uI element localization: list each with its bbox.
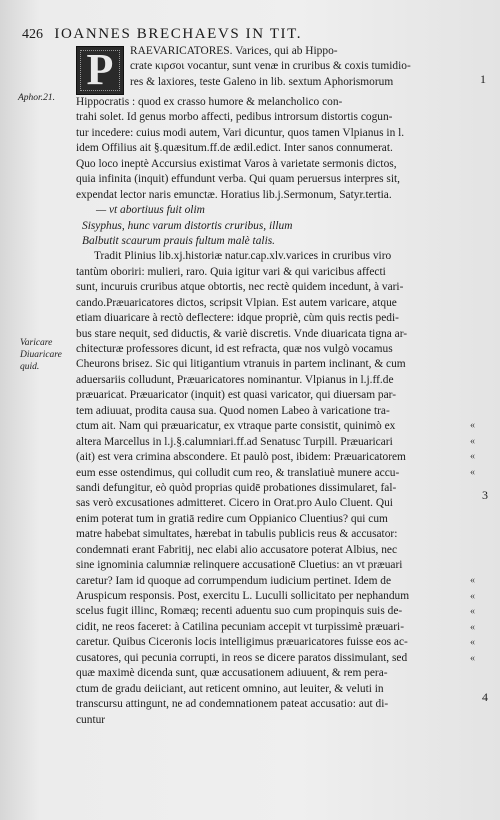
text-line: eum esse ostendimus, qui colludit cum reo, & translatiuè munere accu- xyxy=(76,466,400,479)
text-line: expendat lector naris emunctæ. Horatius lib.j.Sermonum, Satyr.tertia. xyxy=(76,188,392,201)
text-line: RAEVARICATORES. Varices, qui ab Hippo- xyxy=(130,45,338,57)
citation-mark: « xyxy=(470,606,475,617)
citation-mark: « xyxy=(470,591,475,602)
citation-mark: « xyxy=(470,622,475,633)
text-line: præuaricat. Præuaricator (inquit) est quasi varicator, qui diuersam par- xyxy=(76,389,397,402)
text-line: transcursu attingunt, ne ad condemnationem pateat accusatio: aut di- xyxy=(76,698,389,711)
text-line: quæ maximè dicenda sunt, quæ accusationem adiuuent, & rem pera- xyxy=(76,667,388,680)
text-line: scelus fugit illinc, Romæq; recenti aduentu suo cum propinquis suis de- xyxy=(76,605,403,618)
text-line: caretur? Iam id quoque ad corrumpendum iudicium pertinet. Idem de xyxy=(76,574,392,587)
text-line: quia infinita (inquit) effundunt verba. Qui quam peruersus interpres sit, xyxy=(76,173,401,186)
running-title: IOANNES BRECHAEVS IN TIT. xyxy=(54,26,303,42)
page-number: 426 xyxy=(22,27,43,42)
text-line: Tradit Plinius lib.xj.historiæ natur.cap.xlv.varices in cruribus viro xyxy=(94,250,392,263)
text-line: crate κιρσοι vocantur, sunt venæ in cruribus & coxis tumidio- xyxy=(130,60,411,73)
margin-note-diuaricare: Diuaricare xyxy=(20,350,62,360)
text-line: chitecturæ professores dicunt, id est refracta, quæ nos vulgò vocamus xyxy=(76,343,393,355)
verse-line: — vt abortiuus fuit olim xyxy=(96,204,205,217)
text-line: enim poterat tum in gratiā redire cum Oppianico Cluentius? qui cum xyxy=(76,512,388,525)
text-line: condemnati erant Fabritij, nec elabi alio accusatore poterat Albius, nec xyxy=(76,543,398,556)
text-line: matre habebat simultates, hærebat in tabulis publicis reus & accusator: xyxy=(76,528,398,541)
citation-mark: « xyxy=(470,575,475,586)
text-line: res & laxiores, teste Galeno in lib. sextum Aphorismorum xyxy=(130,75,394,88)
text-line: aduersariis colludunt, Præuaricatores nominantur. Vlpianus in l.j.ff.de xyxy=(76,373,394,386)
margin-note-aphorism: Aphor.21. xyxy=(18,93,55,103)
text-line: altera Marcellus in l.j.§.calumniari.ff.ad Senatusc Turpill. Præuaricari xyxy=(76,435,393,448)
margin-number: 4 xyxy=(482,690,488,704)
text-line: Cheurons brisez. Sic qui litigantium vtranuis in partem inclinant, & cum xyxy=(76,358,406,371)
text-line: cuntur xyxy=(76,713,106,726)
text-line: (ait) est vera crimina abscondere. Et paulò post, ibidem: Præuaricatorem xyxy=(76,451,406,464)
text-line: Quo loco ineptè Accursius existimat Varos à varietate sermonis dictos, xyxy=(76,157,397,170)
text-line: idem Offilius ait §.quæsitum.ff.de ædil.edict. Inter sanos connumerat. xyxy=(76,142,393,155)
text-line: tem adiuuat, prodita causa sua. Quod nomen Labeo à varicatione tra- xyxy=(76,404,390,417)
verse-quotation xyxy=(76,203,476,249)
text-line: cando.Præuaricatores dictos, scripsit Vlpian. Est autem varicare, atque xyxy=(76,296,397,309)
margin-number: 3 xyxy=(482,488,488,502)
citation-mark: « xyxy=(470,420,475,431)
text-line: caretur. Quibus Ciceronis locis intelligimus præuaricatores fuisse eos ac- xyxy=(76,636,408,649)
citation-mark: « xyxy=(470,467,475,478)
text-line: ctum de gradu deiiciant, aut reticent omnino, aut leuiter, & veluti in xyxy=(76,682,384,695)
verse-line: Sisyphus, hunc varum distortis cruribus, illum xyxy=(82,219,293,232)
text-line: sine ignominia calumniæ relinquere accusationē Cluetius: an vt præuari xyxy=(76,559,403,572)
citation-mark: « xyxy=(470,653,475,664)
paragraph-two xyxy=(76,249,476,728)
text-line: cusatores, qui pecunia corrupti, in reos se dicere paratos dissimulant, sed xyxy=(76,651,408,664)
citation-mark: « xyxy=(470,436,475,447)
text-line: sandi defungitur, eò quòd proprias quidē probationes dissimularet, fal- xyxy=(76,481,397,494)
verse-line: Balbutit scaurum prauis fultum malè talis. xyxy=(82,234,276,247)
text-line: sunt, incuruis cruribus atque obtortis, nec rectè quidem incedunt, à vari- xyxy=(76,281,404,294)
citation-mark: « xyxy=(470,451,475,462)
margin-note-varicare: Varicare xyxy=(20,338,53,348)
text-line: etiam diuaricare à rectò deflectere: idque propriè, cùm quis rectis pedi- xyxy=(76,312,399,325)
citation-mark: « xyxy=(470,637,475,648)
text-line: ctum ait. Nam qui præuaricatur, ex vtraque parte consistit, quinimò ex xyxy=(76,420,396,433)
text-line: tur incedere: cuius modi autem, Vari dicuntur, quos tamen Vlpianus in l. xyxy=(76,126,405,139)
margin-note-quid: quid. xyxy=(20,362,40,372)
text-line: tantùm oboriri: mulieri, raro. Quia igitur vari & qui varicibus affecti xyxy=(76,265,386,278)
drop-cap-initial: P xyxy=(76,46,124,95)
text-line: Hippocratis : quod ex crasso humore & melancholico con- xyxy=(76,96,343,108)
body-text xyxy=(76,44,476,728)
paragraph-one xyxy=(76,95,476,203)
text-line: sas verò excusationes admitteret. Cicero in Orat.pro Aulo Cluent. Qui xyxy=(76,497,393,510)
text-line: cidit, ne reos faceret: à Catilina pecuniam accepit vt turpissimè præuari- xyxy=(76,620,404,633)
text-line: trahi solet. Id genus morbo affecti, pedibus introrsum distortis cogun- xyxy=(76,111,393,124)
text-line: bus stare nequit, sed diductis, & variè discretis. Vnde diuaricata tigna ar- xyxy=(76,327,408,340)
margin-number: 1 xyxy=(480,72,486,86)
text-line: Aruspicum responsis. Post, exercitu L. Luculli sollicitato per nephandum xyxy=(76,590,410,602)
running-header xyxy=(22,26,462,43)
